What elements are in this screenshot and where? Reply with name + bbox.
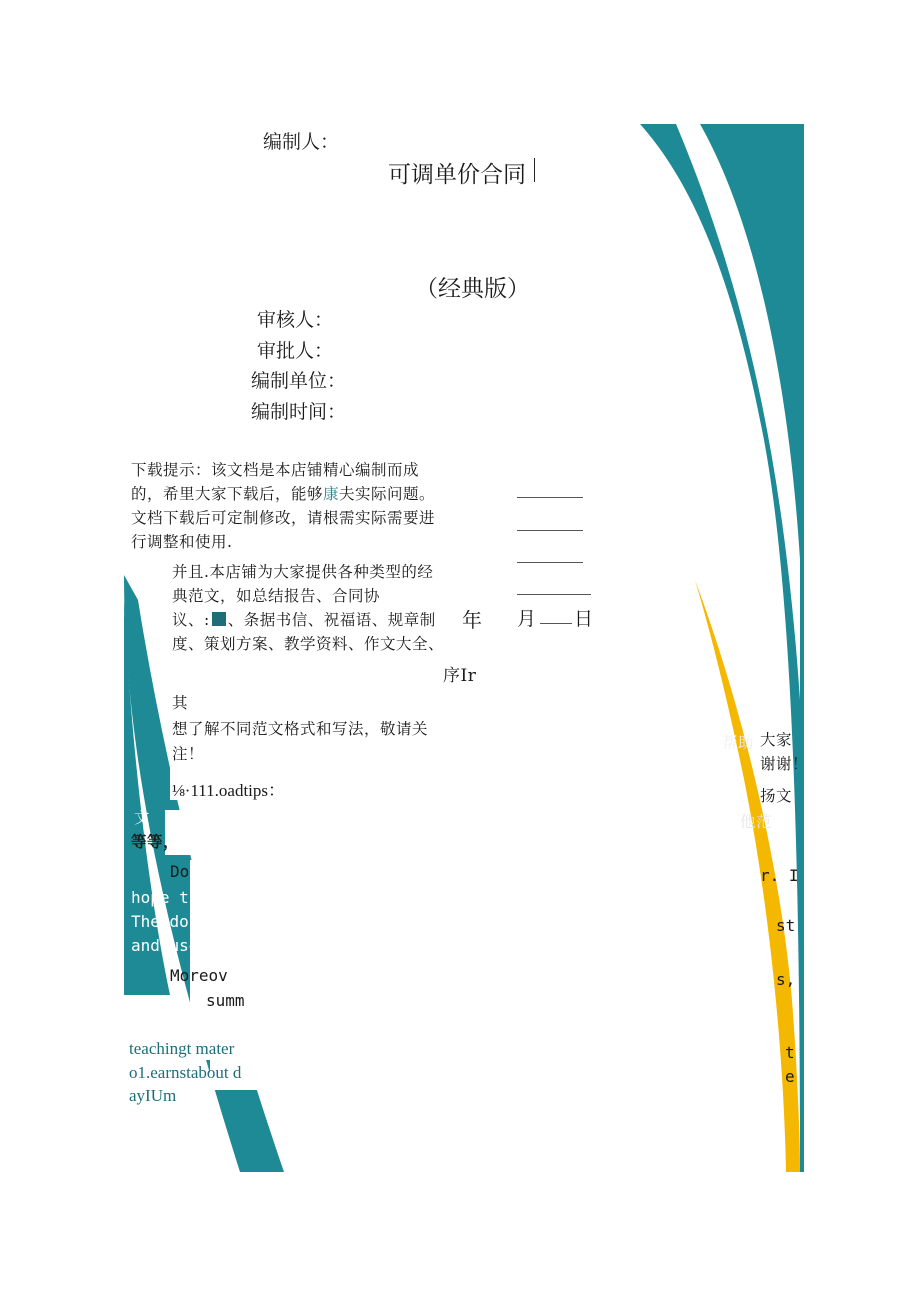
date-year-label: 年	[462, 608, 482, 632]
date-month-label: 月	[517, 608, 537, 630]
tips-line-2: 的，希里大家下载后，能够康夫实际问题。	[131, 485, 436, 503]
en-fragment-ayium: ayIUm	[129, 1086, 177, 1105]
fragment-wen: 文	[134, 809, 151, 827]
en-fragment-learns: o1.earnstabout d	[129, 1063, 242, 1082]
right-fragment-other: 他范	[740, 813, 773, 831]
download-tips-heading: ⅛·111.oadtips：	[172, 781, 286, 800]
qi-label: 其	[172, 694, 189, 712]
date-day-label: 日	[574, 608, 594, 630]
reviewer-label: 审核人：	[257, 309, 334, 331]
signature-line	[517, 562, 583, 563]
unit-label: 编制单位：	[251, 370, 347, 392]
right-fragment-s: s,	[776, 970, 796, 989]
fragment-dengdeng: 等等，	[131, 832, 180, 851]
right-fragment-e: e	[785, 1067, 795, 1086]
right-fragment-thanks: 谢谢！	[760, 755, 809, 773]
para2-line-1: 并且.本店铺为大家提供各种类型的经	[172, 563, 434, 581]
document-title: 可调单价合同	[388, 162, 526, 188]
para3-line-1: 想了解不同范文格式和写法，敬请关	[172, 720, 429, 738]
right-fragment-st: st	[776, 916, 796, 935]
highlight-char: 康	[323, 485, 340, 503]
date-month-line	[540, 623, 572, 624]
time-label: 编制时间：	[251, 401, 347, 423]
seq-label: 序Ir	[443, 666, 477, 686]
right-fragment-help: 帮助	[722, 734, 755, 752]
right-fragment-ri: r. I	[760, 866, 799, 885]
para2-line-3: 议、: 、条据书信、祝福语、规章制	[172, 611, 436, 629]
para2-line-2: 典范文，如总结报告、合同协	[172, 587, 381, 605]
para2-line-4: 度、策划方案、教学资料、作文大全、	[172, 635, 445, 653]
edition-label: （经典版）	[415, 276, 530, 302]
tips-line-1: 下载提示：该文档是本店铺精心编制而成	[131, 461, 420, 479]
right-fragment-promote: 扬文	[760, 787, 793, 805]
en-fragment-do: Do	[170, 862, 190, 881]
en-fragment-hope: hope th	[131, 888, 199, 907]
tips-line-3: 文档下载后可定制修改，请根需实际需要进	[131, 509, 436, 527]
en-fragment-teaching: teachingt mater	[129, 1039, 235, 1058]
en-fragment-summ: summ	[206, 991, 245, 1010]
title-cursor-bar	[534, 158, 535, 182]
signature-line	[517, 530, 583, 531]
en-fragment-moreov: Moreov	[170, 966, 228, 985]
en-fragment-and-use: and use	[131, 936, 199, 955]
compiler-label: 编制人：	[263, 131, 340, 153]
signature-line	[517, 594, 591, 595]
tips-line-4: 行调整和使用.	[131, 533, 233, 551]
right-fragment-t: t	[785, 1043, 795, 1062]
signature-line	[517, 497, 583, 498]
para3-line-2: 注！	[172, 745, 205, 763]
right-fragment-everyone: 大家	[760, 731, 793, 749]
approver-label: 审批人：	[257, 340, 334, 362]
en-fragment-docum: The docum	[131, 912, 218, 931]
square-glyph-icon	[212, 612, 226, 626]
